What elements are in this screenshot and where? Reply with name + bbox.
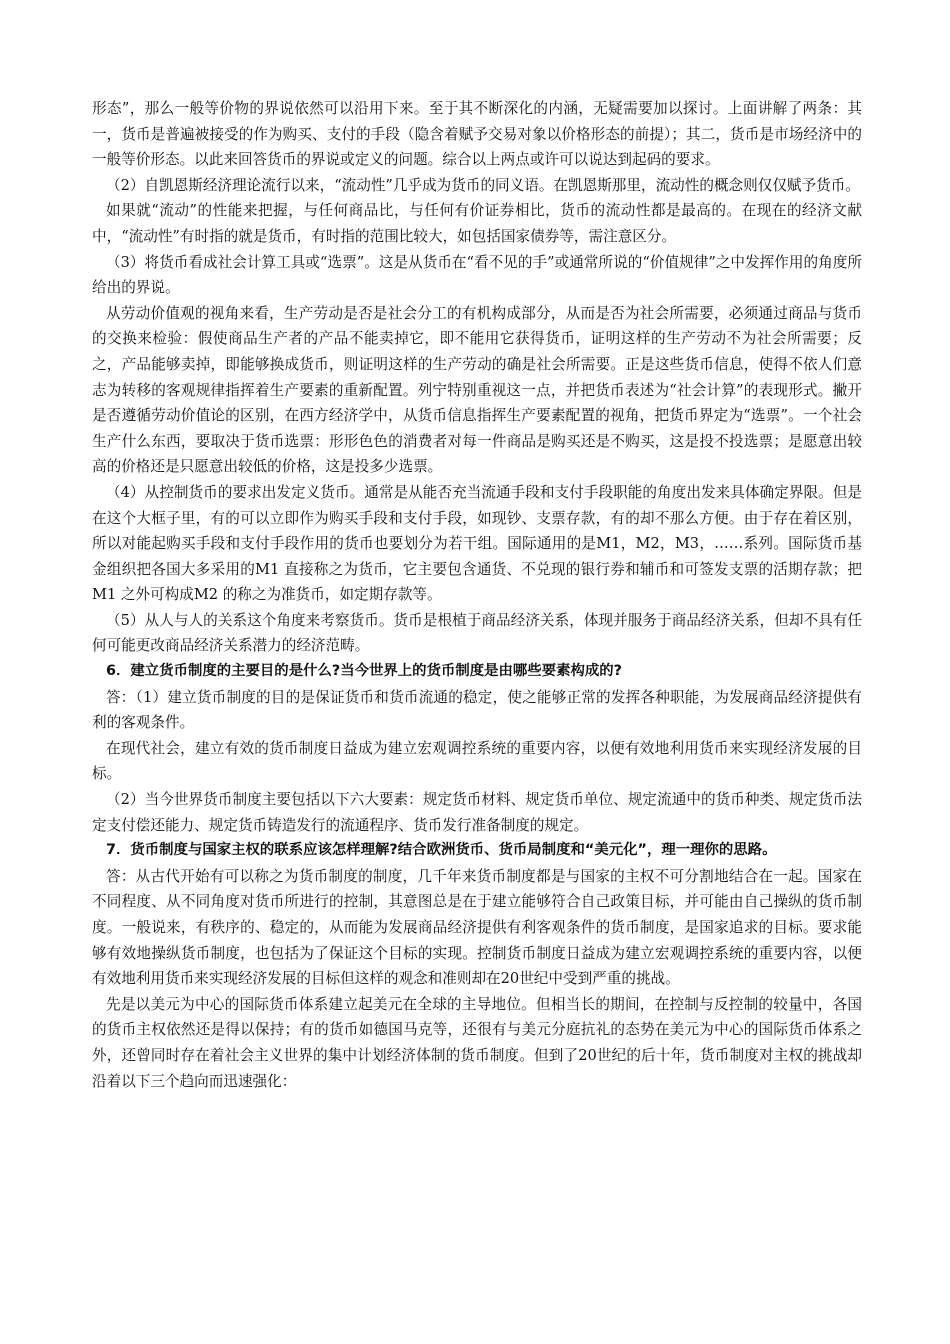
paragraph-labor-value-view: 从劳动价值观的视角来看，生产劳动是否是社会分工的有机构成部分，从而是否为社会所需要，必须通过商品与货币的交换来检验：假使商品生产者的产品不能卖掉它，即不能用它获得货币，证明这样的生产劳动不为社会所需要；反之，产品能够卖掉，即能够换成货币，则证明这样的生产劳动的确是社会所需要。正是这些货币信息，使得不依人们意志为转移的客观规律指挥着生产要素的重新配置。列宁特别重视这一点，并把货币表述为“社会计算”的表现形式。撇开是否遵循劳动价值论的区别，在西方经济学中，从货币信息指挥生产要素配置的视角，把货币界定为“选票”。一个社会生产什么东西，要取决于货币选票：形形色色的消费者对每一件商品是购买还是不购买，这是投不投选票；是愿意出较高的价格还是只愿意出较低的价格，这是投多少选票。 bbox=[92, 304, 862, 476]
paragraph-control-money: （4）从控制货币的要求出发定义货币。通常是从能否充当流通手段和支付手段职能的角度出发来具体确定界限。但是在这个大框子里，有的可以立即作为购买手段和支付手段，如现钞、支票存款，有的却不那么方便。由于存在着区别，所以对能起购买手段和支付手段作用的货币也要划分为若干组。国际通用的是M1，M2，M3，……系列。国际货币基金组织把各国大多采用的M1 直接称之为货币，它主要包含通货、不兑现的银行券和辅币和可签发支票的活期存款；把M1 之外可构成M2 的称之为准货币，如定期存款等。 bbox=[92, 483, 862, 604]
answer-6-modern-society: 在现代社会，建立有效的货币制度日益成为建立宏观调控系统的重要内容，以便有效地利用货币来实现经济发展的目标。 bbox=[92, 739, 862, 783]
document-page bbox=[92, 96, 862, 1094]
paragraph-liquidity-performance: 如果就“流动”的性能来把握，与任何商品比，与任何有价证券相比，货币的流动性都是最高的。在现在的经济文献中，“流动性”有时指的就是货币，有时指的范围比较大，如包括国家债券等，需注意区分。 bbox=[92, 202, 862, 245]
question-7-heading: 7．货币制度与国家主权的联系应该怎样理解?结合欧洲货币、货币局制度和“美元化”，理一理你的思路。 bbox=[106, 842, 777, 859]
paragraph-social-calculation: （3）将货币看成社会计算工具或“选票”。这是从货币在“看不见的手”或通常所说的“价值规律”之中发挥作用的角度所给出的界说。 bbox=[92, 253, 862, 297]
answer-6-part-1: 答：（1）建立货币制度的目的是保证货币和货币流通的稳定，使之能够正常的发挥各种职能，为发展商品经济提供有利的客观条件。 bbox=[92, 688, 862, 732]
paragraph-money-definition-summary: 形态”，那么一般等价物的界说依然可以沿用下来。至于其不断深化的内涵，无疑需要加以探讨。上面讲解了两条：其一，货币是普遍被接受的作为购买、支付的手段（隐含着赋予交易对象以价格形态的前提）；其二，货币是市场经济中的一般等价形态。以此来回答货币的界说或定义的问题。综合以上两点或许可以说达到起码的要求。 bbox=[92, 100, 862, 169]
answer-7-paragraph-2: 先是以美元为中心的国际货币体系建立起美元在全球的主导地位。但相当长的期间，在控制与反控制的较量中，各国的货币主权依然还是得以保持；有的货币如德国马克等，还很有与美元分庭抗礼的态势在美元为中心的国际货币体系之外，还曾同时存在着社会主义世界的集中计划经济体制的货币制度。但到了20世纪的后十年，货币制度对主权的挑战却沿着以下三个趋向而迅速强化： bbox=[92, 995, 862, 1090]
answer-6-part-2: （2）当今世界货币制度主要包括以下六大要素：规定货币材料、规定货币单位、规定流通中的货币种类、规定货币法定支付偿还能力、规定货币铸造发行的流通程序、货币发行准备制度的规定。 bbox=[92, 791, 862, 834]
paragraph-liquidity-keynes: （2）自凯恩斯经济理论流行以来，“流动性”几乎成为货币的同义语。在凯恩斯那里，流动性的概念则仅仅赋予货币。 bbox=[106, 176, 860, 194]
paragraph-human-relations: （5）从人与人的关系这个角度来考察货币。货币是根植于商品经济关系，体现并服务于商品经济关系，但却不具有任何可能更改商品经济关系潜力的经济范畴。 bbox=[92, 611, 862, 655]
answer-7-paragraph-1: 答：从古代开始有可以称之为货币制度的制度，几千年来货币制度都是与国家的主权不可分割地结合在一起。国家在不同程度、从不同角度对货币所进行的控制，其意图总是在于建立能够符合自己政策目标，并可能由自己操纵的货币制度。一般说来，有秩序的、稳定的，从而能为发展商品经济提供有利客观条件的货币制度，是国家追求的目标。要求能够有效地操纵货币制度，也包括为了保证这个目标的实现。控制货币制度日益成为建立宏观调控系统的重要内容，以便有效地利用货币来实现经济发展的目标但这样的观念和准则却在20世纪中受到严重的挑战。 bbox=[92, 867, 862, 988]
question-6-heading: 6．建立货币制度的主要目的是什么?当今世界上的货币制度是由哪些要素构成的? bbox=[106, 663, 622, 680]
